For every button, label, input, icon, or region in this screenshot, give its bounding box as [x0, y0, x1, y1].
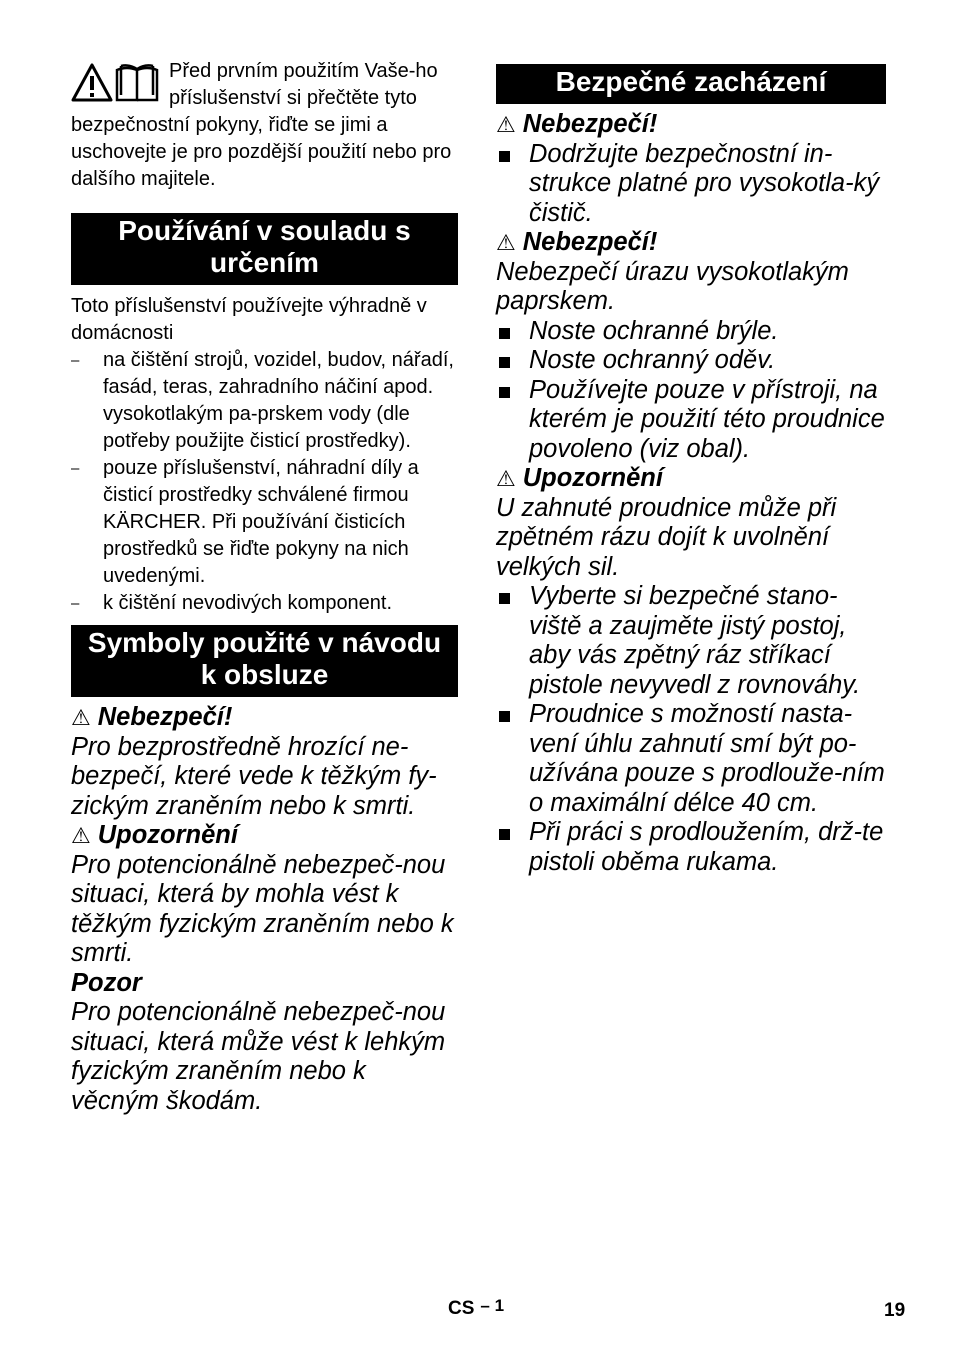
warning-list	[496, 582, 886, 877]
danger-label: Nebezpečí!	[97, 703, 233, 731]
caution-heading: Pozor	[71, 968, 142, 997]
danger-list	[496, 317, 886, 465]
intended-use-lead: Toto příslušenství používejte výhradně v domácnosti	[71, 295, 427, 344]
language-code: CS	[448, 1298, 475, 1319]
danger-heading	[496, 110, 886, 140]
list-item: – pouze příslušenství, náhradní díly a čisticí prostředky schválené firmou KÄRCHER. Při používání čisticích prostředků se řiďte pokyny na nich uvedenými.	[71, 455, 458, 590]
warning-label: Upozornění	[97, 821, 238, 849]
list-item: – k čištění nevodivých komponent.	[71, 590, 458, 617]
danger-list	[496, 140, 886, 229]
list-item: Noste ochranné brýle.	[496, 317, 886, 347]
section-heading-safe-handling: Bezpečné zacházení	[496, 64, 886, 104]
list-item: Proudnice s možností nasta-vení úhlu zahnutí smí být po-užívána pouze s prodlouže-ním o maximální délce 40 cm.	[496, 700, 886, 818]
section-heading-symbols: Symboly použité v návodu k obsluze	[71, 625, 458, 697]
intro-block	[71, 58, 458, 193]
intro-icons	[71, 62, 161, 106]
warning-triangle-icon: ⚠	[71, 823, 91, 848]
danger-heading	[496, 228, 886, 258]
warning-triangle-icon: ⚠	[71, 705, 91, 730]
footer-language	[448, 1298, 504, 1320]
caution-text: Pro potencionálně nebezpeč-nou situaci, která může vést k lehkým fyzickým zraněním nebo k věcným škodám.	[71, 998, 446, 1115]
warning-triangle-icon: ⚠	[496, 230, 516, 255]
list-item: Při práci s prodloužením, drž-te pistoli oběma rukama.	[496, 818, 886, 877]
list-item: Vyberte si bezpečné stano-viště a zaujměte jistý postoj, aby vás zpětný ráz stříkací pistole nevyvedl z rovnováhy.	[496, 582, 886, 700]
language-page: – 1	[480, 1296, 505, 1315]
warning-triangle-icon	[73, 65, 111, 100]
page-number: 19	[884, 1300, 906, 1321]
danger-text: Pro bezprostředně hrozící ne-bezpečí, které vede k těžkým fy-zickým zraněním nebo k smrti.	[71, 732, 437, 820]
warning-text: Pro potencionálně nebezpeč-nou situaci, která by mohla vést k těžkým fyzickým zraněním nebo k smrti.	[71, 850, 454, 967]
warning-triangle-icon: ⚠	[496, 112, 516, 137]
warning-heading	[71, 821, 458, 851]
left-column	[71, 58, 458, 1116]
list-item: Používejte pouze v přístroji, na kterém je použití této proudnice povoleno (viz obal).	[496, 376, 886, 465]
warning-text: U zahnuté proudnice může při zpětném rázu dojít k uvolnění velkých sil.	[496, 493, 837, 581]
warning-triangle-icon: ⚠	[496, 466, 516, 491]
danger-label: Nebezpečí!	[522, 110, 658, 138]
danger-label: Nebezpečí!	[522, 228, 658, 256]
intended-use-list	[71, 347, 458, 617]
intro-text: Před prvním použitím Vaše-ho příslušenství si přečtěte tyto bezpečnostní pokyny, řiďte se jimi a uschovejte je pro pozdější použití nebo pro dalšího majitele.	[71, 60, 452, 190]
list-item: – na čištění strojů, vozidel, budov, nářadí, fasád, teras, zahradního náčiní apod. vysokotlakým pa-prskem vody (dle potřeby použijte čisticí prostředky).	[71, 347, 458, 455]
warning-heading	[496, 464, 886, 494]
list-item: Dodržujte bezpečnostní in-strukce platné pro vysokotla-ký čistič.	[496, 140, 886, 229]
manual-book-icon	[117, 65, 157, 100]
section-heading-intended-use: Používání v souladu s určením	[71, 213, 458, 285]
right-column	[496, 58, 886, 877]
warning-label: Upozornění	[522, 464, 663, 492]
list-item: Noste ochranný oděv.	[496, 346, 886, 376]
danger-text: Nebezpečí úrazu vysokotlakým paprskem.	[496, 257, 849, 315]
danger-heading	[71, 703, 458, 733]
